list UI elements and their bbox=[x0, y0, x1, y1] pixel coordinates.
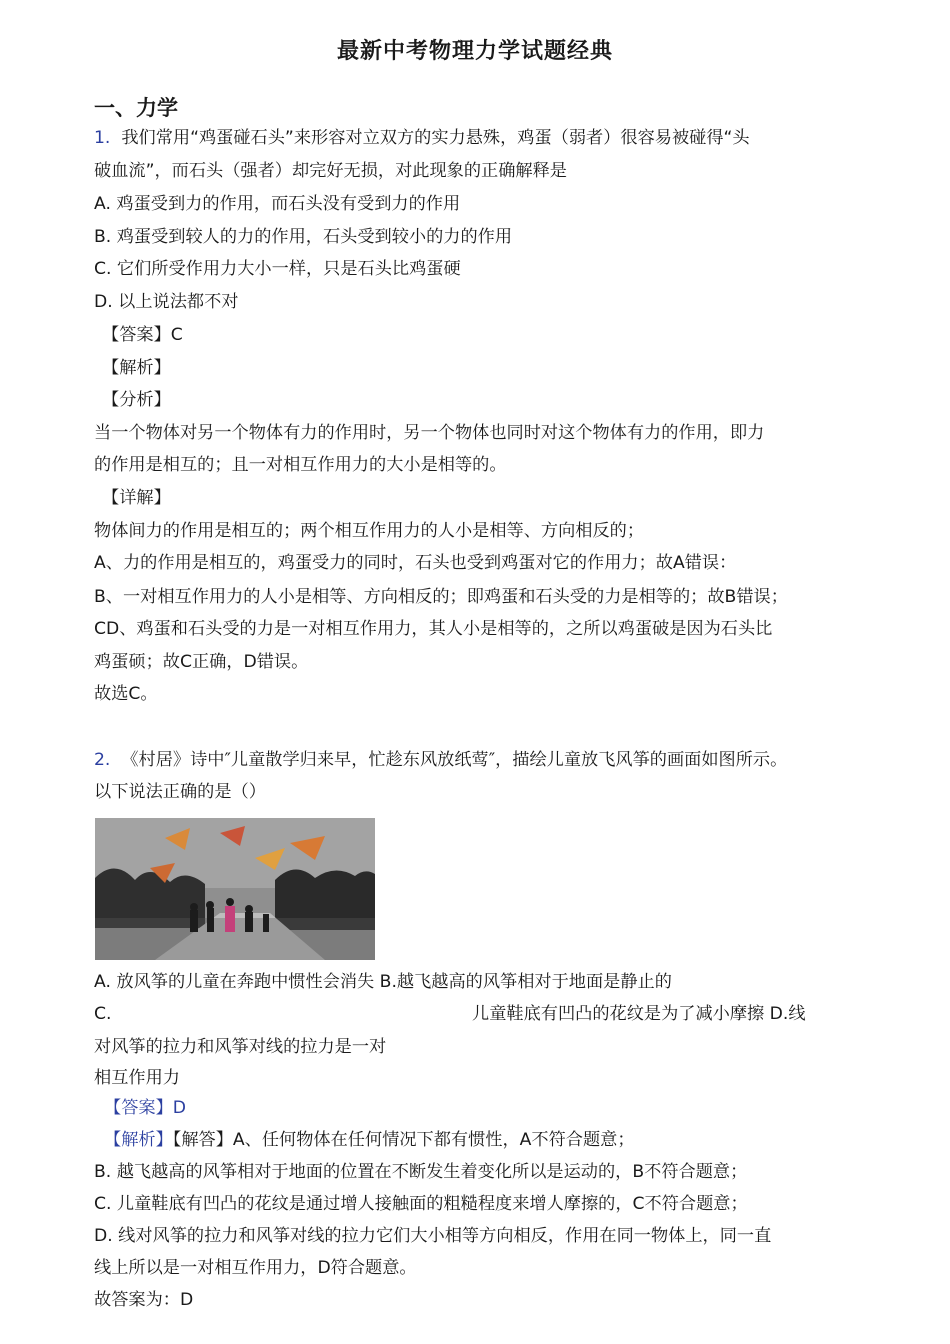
q1-option-a: A. 鸡蛋受到力的作用，而石头没有受到力的作用 bbox=[94, 194, 461, 214]
q2-number: 2. bbox=[94, 750, 111, 770]
q1-analysis-line2: 的作用是相互的；且一对相互作用力的大小是相等的。 bbox=[94, 455, 507, 475]
q1-option-c: C. 它们所受作用力大小一样，只是石头比鸡蛋硬 bbox=[94, 259, 461, 279]
q1-stem-text1: 我们常用“鸡蛋碰石头”来形容对立双方的实力悬殊，鸡蛋（弱者）很容易被碰得“头 bbox=[121, 128, 750, 148]
q1-detail-line2: A、力的作用是相互的，鸡蛋受力的同时，石头也受到鸡蛋对它的作用力；故A错误： bbox=[94, 553, 737, 573]
q1-option-d: D. 以上说法都不对 bbox=[94, 292, 239, 312]
document-title: 最新中考物理力学试题经典 bbox=[336, 39, 613, 64]
q2-option-d-cont2: 相互作用力 bbox=[94, 1068, 180, 1088]
q2-answer: 【答案】D bbox=[104, 1098, 186, 1118]
q1-analysis-line1: 当一个物体对另一个物体有力的作用时，另一个物体也同时对这个物体有力的作用，即力 bbox=[94, 423, 765, 443]
q1-detail-line1: 物体间力的作用是相互的；两个相互作用力的人小是相等、方向相反的； bbox=[94, 521, 645, 541]
q1-number: 1. bbox=[94, 128, 111, 148]
q1-stem-line2: 破血流”，而石头（强者）却完好无损，对此现象的正确解释是 bbox=[94, 161, 567, 181]
q2-option-c-text: 儿童鞋底有凹凸的花纹是为了减小摩擦 D.线 bbox=[472, 1004, 806, 1024]
q2-explanation-line1 bbox=[104, 1128, 635, 1152]
q2-explanation-b: B. 越飞越高的风筝相对于地面的位置在不断发生着变化所以是运动的，B不符合题意； bbox=[94, 1162, 748, 1182]
q1-jiexi-label: 【解析】 bbox=[102, 358, 171, 378]
q2-jiexi-label: 【解析】 bbox=[104, 1130, 173, 1150]
kite-photo-illustration bbox=[95, 818, 375, 960]
q1-option-b: B. 鸡蛋受到较人的力的作用，石头受到较小的力的作用 bbox=[94, 227, 513, 247]
q1-xiangjie-label: 【详解】 bbox=[102, 488, 171, 508]
q2-stem-text1: 《村居》诗中″儿童散学归来早，忙趁东风放纸莺″，描绘儿童放飞风筝的画面如图所示。 bbox=[121, 750, 788, 770]
q2-stem-line1 bbox=[94, 748, 787, 772]
q2-option-d-cont1: 对风筝的拉力和风筝对线的拉力是一对 bbox=[94, 1037, 387, 1057]
kite-flying-photo bbox=[95, 818, 375, 960]
q2-explanation-d1: D. 线对风筝的拉力和风筝对线的拉力它们大小相等方向相反，作用在同一物体上，同一直 bbox=[94, 1226, 772, 1246]
q2-jiexi-text: 【解答】A、任何物体在任何情况下都有惯性，A不符合题意； bbox=[172, 1130, 635, 1150]
q1-fenxi-label: 【分析】 bbox=[102, 390, 171, 410]
q1-answer: 【答案】C bbox=[102, 325, 183, 345]
q2-explanation-d2: 线上所以是一对相互作用力，D符合题意。 bbox=[94, 1258, 417, 1278]
q2-options-ab: A. 放风筝的儿童在奔跑中惯性会消失 B.越飞越高的风筝相对于地面是静止的 bbox=[94, 972, 672, 992]
section-heading: 一、力学 bbox=[94, 96, 178, 120]
q2-explanation-c: C. 儿童鞋底有凹凸的花纹是通过增人接触面的粗糙程度来增人摩擦的，C不符合题意； bbox=[94, 1194, 748, 1214]
q2-stem-line2: 以下说法正确的是（） bbox=[94, 782, 266, 802]
q1-detail-line5: 鸡蛋硕；故C正确，D错误。 bbox=[94, 652, 309, 672]
q1-conclusion: 故选C。 bbox=[94, 684, 158, 704]
q2-final-answer: 故答案为：D bbox=[94, 1290, 194, 1310]
q1-stem-line1 bbox=[94, 126, 750, 150]
q2-option-c-label: C. bbox=[94, 1004, 112, 1024]
q1-detail-line4: CD、鸡蛋和石头受的力是一对相互作用力，其人小是相等的，之所以鸡蛋破是因为石头比 bbox=[94, 619, 773, 639]
q1-detail-line3: B、一对相互作用力的人小是相等、方向相反的；即鸡蛋和石头受的力是相等的；故B错误； bbox=[94, 587, 788, 607]
